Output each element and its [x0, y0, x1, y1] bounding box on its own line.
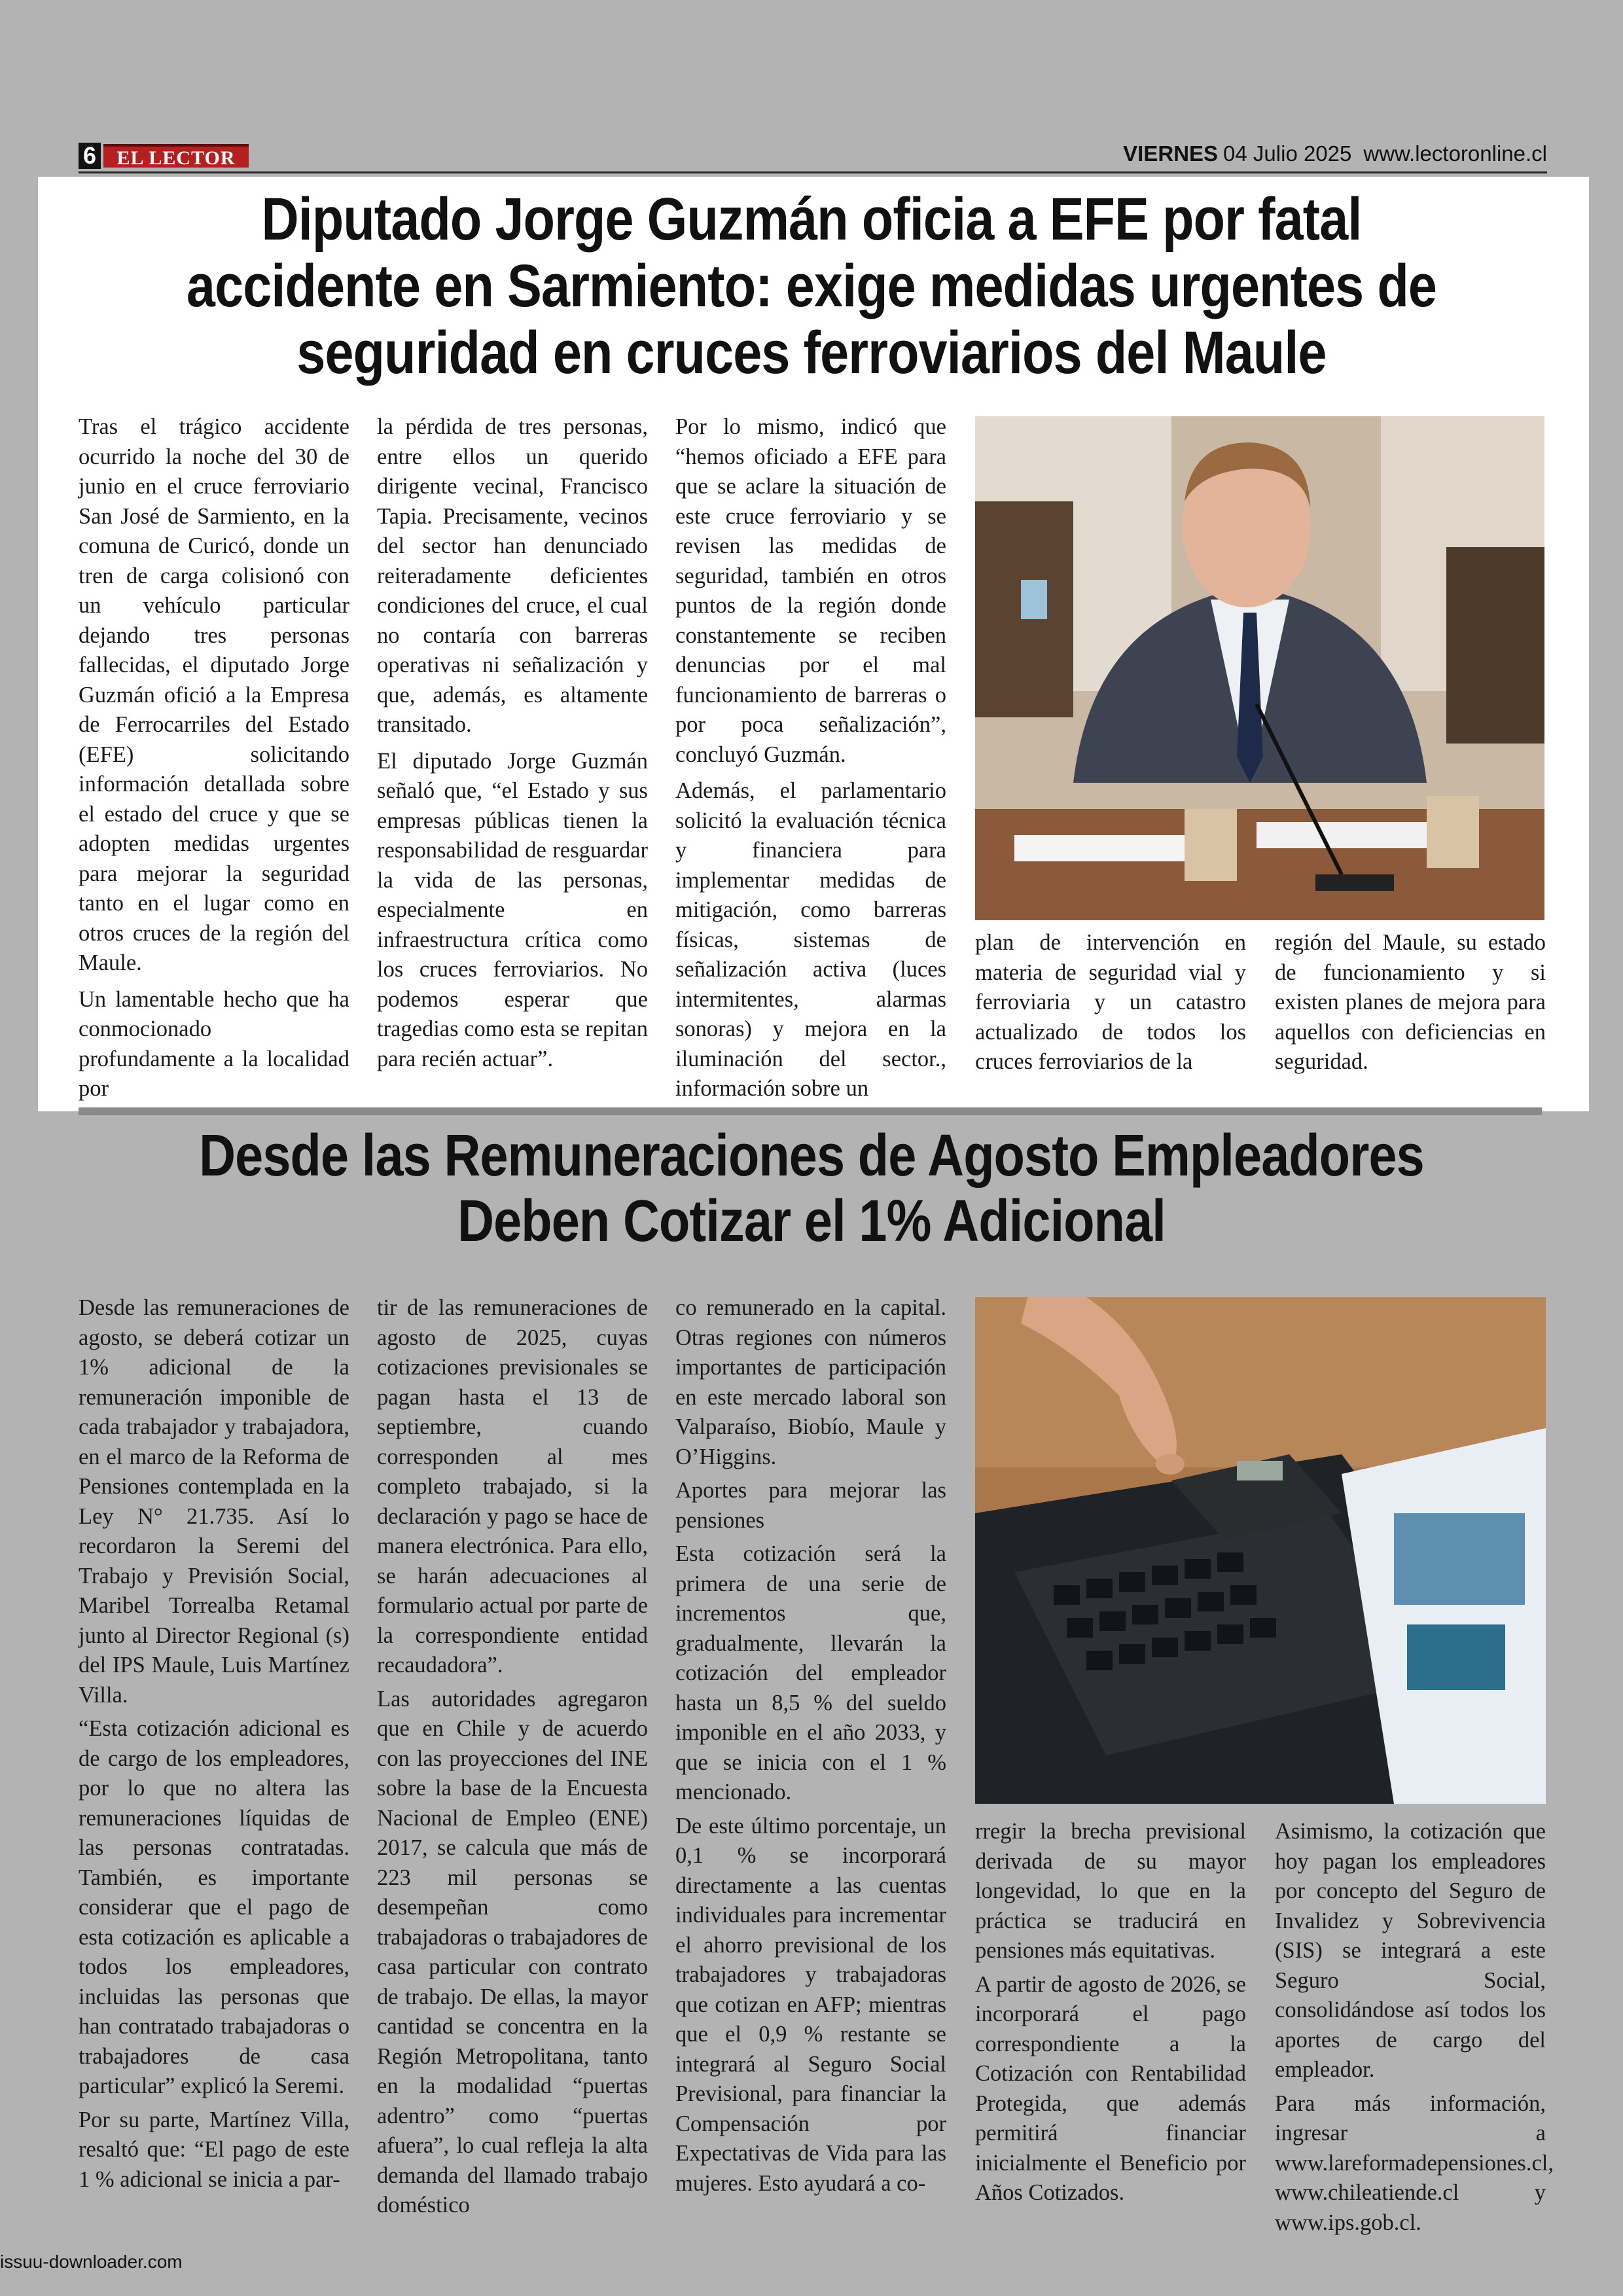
paragraph: El diputado Jorge Guzmán señaló que, “el Estado y sus empresas públicas tienen la responsabilidad de resguardar la vida de las personas, especialmente en infraestructura crítica como los cruces ferroviarios. No podemos esperar que tragedias como esta se repitan para recién actuar”. [377, 748, 648, 1071]
article1-column-3 [675, 412, 946, 1111]
laptop-calculator-photo [975, 1297, 1546, 1804]
paragraph: Un lamentable hecho que ha conmocionado profundamente a la localidad por [79, 986, 349, 1101]
article1-column-4 [975, 928, 1246, 1084]
article1-column-1 [79, 412, 349, 1111]
article2-column-3 [675, 1293, 946, 2202]
paragraph: Por lo mismo, indicó que “hemos oficiado a EFE para que se aclare la situación de este cruce ferroviario y se revisen las medidas de seguridad, también en otros puntos de la región donde constantemente se reciben denuncias por el mal funcionamiento de barreras o por poca señalización”, concluyó Guzmán. [675, 414, 946, 767]
paragraph: región del Maule, su estado de funcionamiento y si existen planes de mejora para aquellos con deficiencias en seguridad. [1275, 930, 1546, 1074]
header-rule [79, 171, 1547, 173]
dateline [1123, 141, 1547, 166]
article2-column-2 [377, 1293, 648, 2225]
paragraph: Por su parte, Martínez Villa, resaltó que: “El pago de este 1 % adicional se inicia a par- [79, 2107, 349, 2192]
weekday: VIERNES [1123, 141, 1219, 166]
paragraph: Desde las remuneraciones de agosto, se deberá cotizar un 1% adicional de la remuneración imponible de cada trabajador y trabajadora, en el marco de la Reforma de Pensiones contemplada en la Ley N° 21.735. Así lo recordaron la Seremi del Trabajo y Previsión Social, Maribel Torrealba Retamal junto al Director Regional (s) del IPS Maule, Luis Martínez Villa. [79, 1295, 349, 1708]
watermark: issuu-downloader.com [0, 2251, 183, 2272]
paragraph: la pérdida de tres personas, entre ellos un querido dirigente vecinal, Francisco Tapia. Precisamente, vecinos del sector han denunciado reiteradamente deficientes condiciones del cruce, el cual no contaría con barreras operativas ni señalización y que, además, es altamente transitado. [377, 414, 648, 737]
paragraph: Esta cotización será la primera de una serie de incrementos que, gradualmente, llevarán la cotización del empleador hasta un 8,5 % del sueldo imponible en el año 2033, y que se inicia con el 1 % mencionado. [675, 1541, 946, 1804]
page-number: 6 [79, 143, 101, 169]
article2-headline: Desde las Remuneraciones de Agosto Empleadores Deben Cotizar el 1% Adicional [199, 1123, 1424, 1254]
section-divider [79, 1107, 1542, 1115]
paragraph: Además, el parlamentario solicitó la evaluación técnica y financiera para implementar medidas de mitigación, como barreras físicas, sistemas de señalización activa (luces intermitentes, alarmas sonoras) y mejora en la iluminación del sector., información sobre un [675, 778, 946, 1101]
article2-column-1 [79, 1293, 349, 2198]
newspaper-logo: EL LECTOR [103, 144, 249, 168]
paragraph: Las autoridades agregaron que en Chile y de acuerdo con las proyecciones del INE sobre la base de la Encuesta Nacional de Empleo (ENE) 2017, se calcula que más de 223 mil personas se desempeñan como trabajadoras o trabajadores de casa particular con contrato de trabajo. De ellas, la mayor cantidad se concentra en la Región Metropolitana, tanto en la modalidad “puertas adentro” como “puertas afuera”, lo cual refleja la alta demanda del llamado trabajo doméstico [377, 1686, 648, 2217]
article1-headline: Diputado Jorge Guzmán oficia a EFE por fatal accidente en Sarmiento: exige medidas urgentes de seguridad en cruces ferroviarios del Maule [186, 186, 1437, 386]
paragraph: De este último porcentaje, un 0,1 % se incorporará directamente a las cuentas individuales para incrementar el ahorro previsional de los trabajadores y trabajadoras que cotizan en AFP; mientras que el 0,9 % restante se integrará al Seguro Social Previsional, para financiar la Compensación por Expectativas de Vida para las mujeres. Esto ayudará a co- [675, 1813, 946, 2196]
masthead [79, 140, 1547, 171]
paragraph: Tras el trágico accidente ocurrido la noche del 30 de junio en el cruce ferroviario San José de Sarmiento, en la comuna de Curicó, donde un tren de carga colisionó con un vehículo particular dejando tres personas fallecidas, el diputado Jorge Guzmán ofició a la Empresa de Ferrocarriles del Estado (EFE) solicitando información detallada sobre el estado del cruce y que se adopten medidas urgentes para mejorar la seguridad tanto en el lugar como en otros cruces de la región del Maule. [79, 414, 349, 975]
issue-date: 04 Julio 2025 [1223, 141, 1352, 166]
article1-column-5 [1275, 928, 1546, 1084]
paragraph: co remunerado en la capital. Otras regiones con números importantes de participación en este mercado laboral son Valparaíso, Biobío, Maule y O’Higgins. [675, 1295, 946, 1469]
website-link[interactable]: www.lectoronline.cl [1363, 141, 1547, 166]
article2-column-4 [975, 1817, 1246, 2212]
paragraph: Asimismo, la cotización que hoy pagan los empleadores por concepto del Seguro de Invalidez y Sobrevivencia (SIS) se integrará a este Seguro Social, consolidándose así todos los aportes de cargo del empleador. [1275, 1819, 1546, 2082]
paragraph: rregir la brecha previsional derivada de su mayor longevidad, lo que en la práctica se traducirá en pensiones más equitativas. [975, 1819, 1246, 1963]
deputy-photo [975, 416, 1544, 920]
paragraph: “Esta cotización adicional es de cargo de los empleadores, por lo que no altera las remuneraciones líquidas de las personas contratadas. También, es importante considerar que el pago de esta cotización es aplicable a todos los empleadores, incluidas las personas que han contratado trabajadoras o trabajadores de casa particular” explicó la Seremi. [79, 1716, 349, 2098]
paragraph: plan de intervención en materia de seguridad vial y ferroviaria y un catastro actualizado de todos los cruces ferroviarios de la [975, 930, 1246, 1074]
subheading: Aportes para mejorar las pensiones [675, 1478, 946, 1533]
paragraph: Para más información, ingresar a www.lareformadepensiones.cl, www.chileatiende.cl y www.ips.gob.cl. [1275, 2090, 1554, 2235]
paragraph: tir de las remuneraciones de agosto de 2025, cuyas cotizaciones previsionales se pagan hasta el 13 de septiembre, cuando corresponden al mes completo trabajado, si la declaración y pago se hace de manera electrónica. Para ello, se harán adecuaciones al formulario actual por parte de la correspondiente entidad recaudadora”. [377, 1295, 648, 1677]
paragraph: A partir de agosto de 2026, se incorporará el pago correspondiente a la Cotización con Rentabilidad Protegida, que además permitirá financiar inicialmente el Beneficio por Años Cotizados. [975, 1971, 1246, 2205]
article1-column-2 [377, 412, 648, 1081]
article2-column-5 [1275, 1817, 1554, 2242]
